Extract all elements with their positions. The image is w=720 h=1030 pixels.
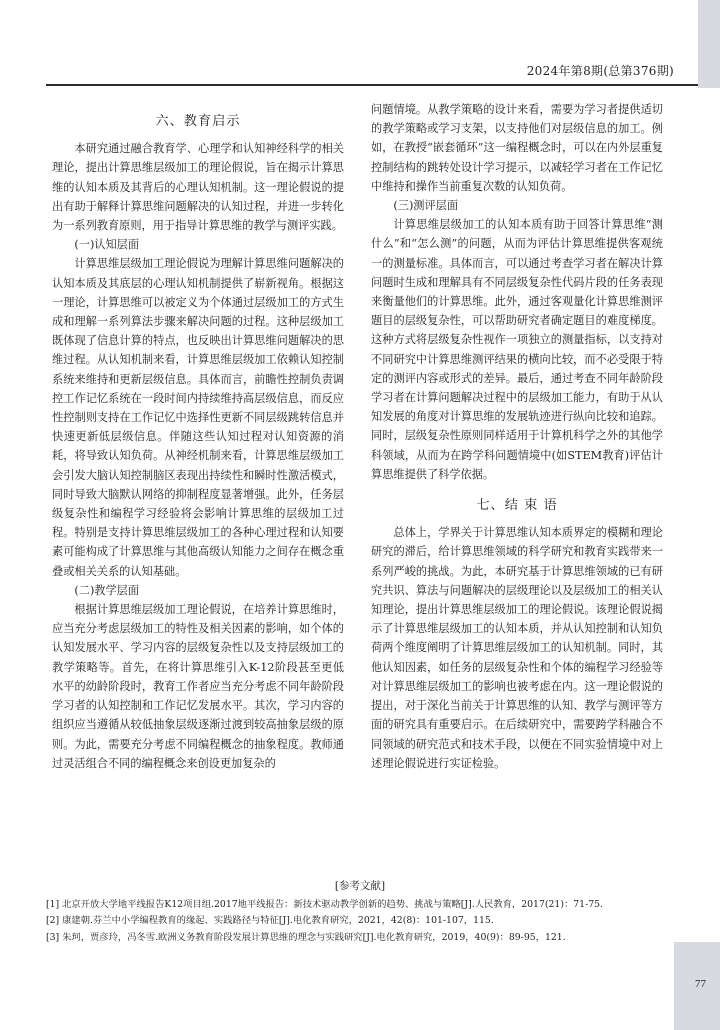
- header-rule: [46, 84, 698, 86]
- subsection-teaching-continued: 问题情境。从教学策略的设计来看，需要为学习者提供适切的教学策略或学习支架，以支持他们对层级信息的加工。例如，在教授“嵌套循环”这一编程概念时，可以在内外层重复控制结构的跳转处设计学习提示，以减轻学习者在工作记忆中维持和操作当前重复次数的认知负荷。: [371, 103, 663, 193]
- reference-item: [2] 康建朝.芬兰中小学编程教育的缘起、实践路径与特征[J].电化教育研究，2021，42(8)：101-107，115.: [46, 915, 494, 926]
- subsection-assessment-text: 计算思维层级加工的认知本质有助于回答计算思维“测什么”和“怎么测”的问题，从而为评估计算思维提供客观统一的测量标准。具体而言，可以通过考查学习者在解决计算问题时生成和理解具有不同层级复杂性代码片段的任务表现来衡量他们的计算思维。此外，通过客观量化计算思维测评题目的层级复杂性，可以帮助研究者确定题目的难度梯度。这种方式将层级复杂性视作一项独立的测量指标，以支持对不同研究中计算思维测评结果的横向比较，而不必受限于特定的测评内容或形式的差异。最后，通过考查不同年龄阶段学习者在计算问题解决过程中的层级加工能力，有助于从认知发展的角度对计算思维的发展轨迹进行纵向比较和追踪。同时，层级复杂性原则同样适用于计算机科学之外的其他学科领域，从而为在跨学科问题情境中(如STEM教育)评估计算思维提供了科学依据。: [371, 218, 663, 481]
- subsection-cognitive-title: (一)认知层面: [74, 238, 140, 252]
- page-number: 77: [695, 978, 706, 990]
- subsection-teaching-text: 根据计算思维层级加工理论假说，在培养计算思维时，应当充分考虑层级加工的特性及相关因素的影响，如个体的认知发展水平、学习内容的层级复杂性以及支持层级加工的教学策略等。首先，在将计算思维引入K-12阶段甚至更低水平的幼龄阶段时，教育工作者应当充分考虑不同年龄阶段学习者的认知控制和工作记忆发展水平。其次，学习内容的组织应当遵循从较低抽象层级逐渐过渡到较高抽象层级的原则。为此，需要充分考虑不同编程概念的抽象程度。教师通过灵活组合不同的编程概念来创设更加复杂的: [52, 603, 344, 770]
- subsection-cognitive-text: 计算思维层级加工理论假说为理解计算思维问题解决的认知本质及其底层的心理认知机制提供了崭新视角。根据这一理论，计算思维可以被定义为个体通过层级加工的方式生成和理解一系列算法步骤来解决问题的过程。这种层级加工既体现了信息计算的特点，也反映出计算思维问题解决的思维过程。从认知机制来看，计算思维层级加工依赖认知控制系统来维持和更新层级信息。具体而言，前瞻性控制负责调控工作记忆系统在一段时间内持续维持高层级信息，而反应性控制则支持在工作记忆中选择性更新不同层级跳转信息并快速更新低层级信息。伴随这些认知过程对认知资源的消耗，将导致认知负荷。从神经机制来看，计算思维层级加工会引发大脑认知控制脑区表现出持续性和瞬时性激活模式，同时导致大脑默认网络的抑制程度显著增强。此外，任务层级复杂性和编程学习经验将会影响计算思维的层级加工过程。特别是支持计算思维层级加工的各种心理过程和认知要素可能构成了计算思维与其他高级认知能力之间存在概念重叠或相关关系的认知基础。: [52, 257, 344, 578]
- section-7-title: 七、结 束 语: [476, 498, 558, 514]
- subsection-assessment-title: (三)测评层面: [393, 199, 459, 213]
- reference-item: [1] 北京开放大学地平线报告K12项目组.2017地平线报告：新技术驱动教学创新的趋势、挑战与策略[J].人民教育，2017(21)：71-75.: [46, 898, 604, 910]
- references-title: [参考文献]: [334, 880, 386, 892]
- journal-issue-header: 2024年第8期(总第376期): [526, 64, 674, 78]
- section-6-title: 六、教育启示: [155, 114, 241, 129]
- corner-decoration: [698, 0, 720, 88]
- section-7-text: 总体上，学界关于计算思维认知本质界定的模糊和理论研究的滞后，给计算思维领域的科学研究和教育实践带来一系列严峻的挑战。为此，本研究基于计算思维领域的已有研究共识、算法与问题解决的层级理论以及层级加工的相关认知理论，提出计算思维层级加工的理论假说。该理论假说揭示了计算思维层级加工的认知本质，并从认知控制和认知负荷两个维度阐明了计算思维层级加工的认知机制。同时，其他认知因素，如任务的层级复杂性和个体的编程学习经验等对计算思维层级加工的影响也被考虑在内。这一理论假说的提出，对于深化当前关于计算思维的认知、教学与测评等方面的研究具有重要启示。在后续研究中，需要跨学科融合不同领域的研究范式和技术手段，以便在不同实验情境中对上述理论假说进行实证检验。: [371, 526, 663, 770]
- subsection-teaching-title: (二)教学层面: [74, 583, 140, 597]
- reference-item: [3] 朱珂，贾彦玲，冯冬雪.欧洲义务教育阶段发展计算思维的理念与实践研究[J].电化教育研究，2019，40(9)：89-95，121.: [46, 931, 566, 943]
- right-column: [371, 100, 663, 773]
- left-column: [52, 104, 344, 773]
- section-6-intro: 本研究通过融合教育学、心理学和认知神经科学的相关理论，提出计算思维层级加工的理论假说，旨在揭示计算思维的认知本质及其背后的心理认知机制。这一理论假说的提出有助于解释计算思维问题解决的认知过程，并进一步转化为一系列教育原则，用于指导计算思维的教学与测评实践。: [52, 142, 344, 233]
- references: [46, 878, 674, 946]
